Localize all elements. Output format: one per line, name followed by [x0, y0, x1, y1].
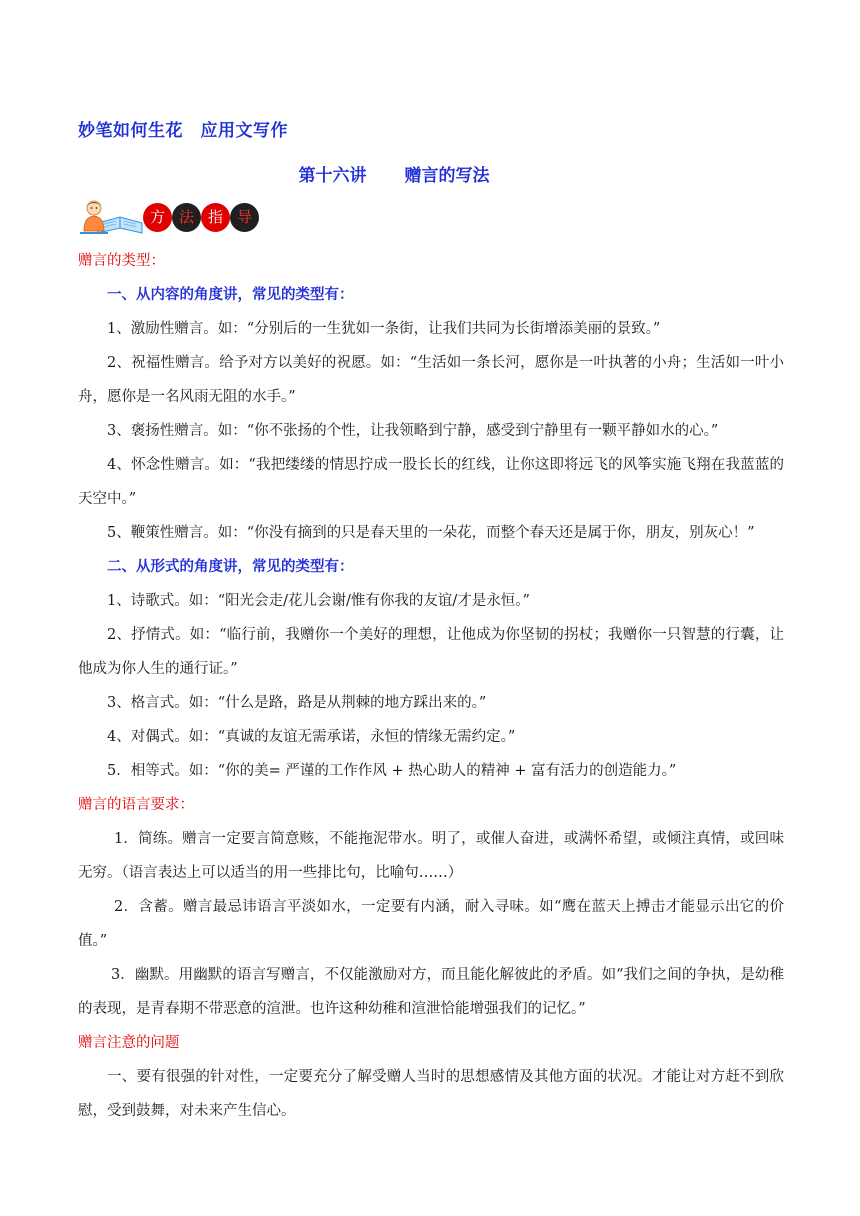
reading-child-icon	[78, 197, 148, 237]
form-type-item: 2、抒情式。如：“临行前，我赠你一个美好的理想，让他成为你坚韧的拐杖；我赠你一只智慧的行囊，让他成为你人生的通行证。”	[78, 627, 784, 677]
form-section-heading: 二、从形式的角度讲，常见的类型有：	[107, 559, 354, 575]
notes-item: 一、要有很强的针对性，一定要充分了解受赠人当时的思想感情及其他方面的状况。才能让对方赶不到欣慰，受到鼓舞，对未来产生信心。	[78, 1069, 784, 1119]
content-section-heading: 一、从内容的角度讲，常见的类型有：	[107, 287, 354, 303]
method-guide-banner	[78, 197, 258, 237]
lecture-number: 第十六讲	[298, 166, 367, 186]
form-type-item: 1、诗歌式。如：“阳光会走/花儿会谢/惟有你我的友谊/才是永恒。”	[107, 593, 530, 609]
form-type-item: 5．相等式。如：“你的美= 严谨的工作作风 + 热心助人的精神 + 富有活力的创造能力。”	[107, 763, 677, 779]
document-body	[78, 244, 784, 1128]
form-type-item: 4、对偶式。如：“真诚的友谊无需承诺，永恒的情缘无需约定。”	[107, 729, 516, 745]
banner-char-4: 导	[230, 203, 259, 232]
content-type-item: 2、祝福性赠言。给予对方以美好的祝愿。如：“生活如一条长河，愿你是一叶执著的小舟；生活如一叶小舟，愿你是一名风雨无阻的水手。”	[78, 355, 784, 405]
banner-char-2: 法	[172, 203, 201, 232]
lecture-topic: 赠言的写法	[404, 166, 490, 186]
banner-char-3: 指	[201, 203, 230, 232]
series-title: 妙笔如何生花 应用文写作	[78, 121, 288, 141]
language-item: 3．幽默。用幽默的语言写赠言，不仅能激励对方，而且能化解彼此的矛盾。如“我们之间的争执，是幼稚的表现，是青春期不带恶意的渲泄。也许这种幼稚和渲泄恰能增强我们的记忆。”	[78, 967, 784, 1017]
types-heading: 赠言的类型：	[78, 253, 165, 269]
content-type-item: 1、激励性赠言。如：“分别后的一生犹如一条街，让我们共同为长街增添美丽的景致。”	[107, 321, 661, 337]
banner-char-1: 方	[143, 203, 172, 232]
language-item: 2．含蓄。赠言最忌讳语言平淡如水，一定要有内涵，耐入寻味。如“鹰在蓝天上搏击才能显示出它的价值。”	[78, 899, 784, 949]
lecture-title	[0, 161, 788, 186]
language-heading: 赠言的语言要求：	[78, 797, 194, 813]
form-type-item: 3、格言式。如：“什么是路，路是从荆棘的地方踩出来的。”	[107, 695, 487, 711]
content-type-item: 3、褒扬性赠言。如：“你不张扬的个性，让我领略到宁静，感受到宁静里有一颗平静如水的心。”	[107, 423, 719, 439]
content-type-item: 5、鞭策性赠言。如：“你没有摘到的只是春天里的一朵花，而整个春天还是属于你，朋友，别灰心！”	[107, 525, 755, 541]
notes-heading: 赠言注意的问题	[78, 1035, 180, 1051]
language-item: 1．简练。赠言一定要言简意赅，不能拖泥带水。明了，或催人奋进，或满怀希望，或倾注真情，或回味无穷。（语言表达上可以适当的用一些排比句，比喻句……）	[78, 831, 784, 881]
content-type-item: 4、怀念性赠言。如：“我把缕缕的情思拧成一股长长的红线，让你这即将远飞的风筝实施飞翔在我蓝蓝的天空中。”	[78, 457, 784, 507]
